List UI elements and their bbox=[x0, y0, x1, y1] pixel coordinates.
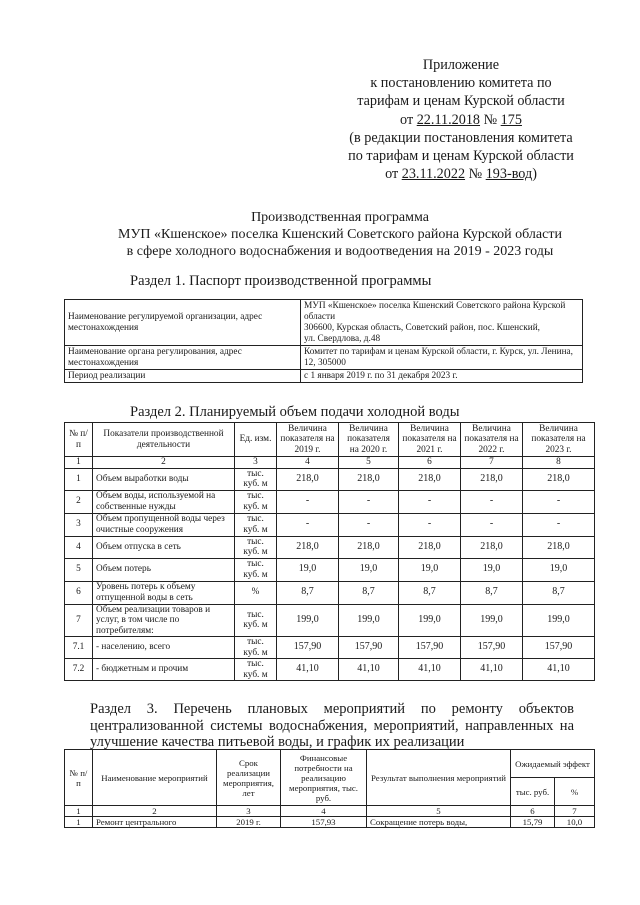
value-cell: 199,0 bbox=[277, 604, 339, 637]
table-header-row bbox=[65, 750, 595, 778]
row-number: 7 bbox=[65, 604, 93, 637]
passport-label: Период реализации bbox=[65, 370, 301, 383]
table-header-row bbox=[65, 423, 595, 457]
value-cell: 19,0 bbox=[523, 558, 595, 581]
title-line: в сфере холодного водоснабжения и водоотведения на 2019 - 2023 годы bbox=[126, 244, 554, 259]
column-number-row: 1 2 3 4 5 6 7 bbox=[65, 806, 595, 817]
appendix-line: тарифам и ценам Курской области bbox=[357, 93, 565, 110]
value-cell: 157,90 bbox=[461, 637, 523, 659]
indicator-name: Объем отпуска в сеть bbox=[93, 536, 235, 558]
resolution-number: 175 bbox=[500, 111, 522, 128]
row-number: 7.2 bbox=[65, 659, 93, 681]
value-cell: - bbox=[461, 513, 523, 536]
value-cell: 19,0 bbox=[339, 558, 399, 581]
indicator-name: Объем воды, используемой на собственные нужды bbox=[93, 490, 235, 513]
header-cell: Финансовые потребности на реализацию мероприятия, тыс. руб. bbox=[281, 750, 367, 806]
unit-cell: тыс. куб. м bbox=[235, 468, 277, 490]
unit-cell: тыс. куб. м bbox=[235, 604, 277, 637]
table-row bbox=[65, 300, 583, 346]
value-cell: 218,0 bbox=[339, 536, 399, 558]
value-cell: 41,10 bbox=[277, 659, 339, 681]
passport-label: Наименование органа регулирования, адрес местонахождения bbox=[65, 346, 301, 370]
row-number: 4 bbox=[65, 536, 93, 558]
passport-value: МУП «Кшенское» поселка Кшенский Советского района Курской области 306600, Курская область, Советский район, пос. Кшенский, ул. Свердлова, д.48 bbox=[301, 300, 583, 346]
header-cell: Результат выполнения мероприятий bbox=[367, 750, 511, 806]
title-line: МУП «Кшенское» поселка Кшенский Советского района Курской области bbox=[118, 227, 562, 242]
value-cell: 218,0 bbox=[399, 468, 461, 490]
appendix-line: Приложение bbox=[422, 57, 500, 73]
water-volume-table bbox=[64, 422, 595, 681]
value-cell: 41,10 bbox=[339, 659, 399, 681]
header-cell: Величина показателя на 2022 г. bbox=[461, 423, 523, 457]
value-cell: 19,0 bbox=[399, 558, 461, 581]
value-cell: 218,0 bbox=[339, 468, 399, 490]
appendix-line: к постановлению комитета по bbox=[370, 75, 552, 92]
indicator-name: Объем выработки воды bbox=[93, 468, 235, 490]
section2-heading: Раздел 2. Планируемый объем подачи холодной воды bbox=[130, 404, 460, 420]
table-row bbox=[65, 468, 595, 490]
appendix-line: от 22.11.2018 № 175 bbox=[400, 111, 522, 128]
indicator-name: - бюджетным и прочим bbox=[93, 659, 235, 681]
amendment-number: 193-вод bbox=[485, 166, 533, 183]
value-cell: 41,10 bbox=[461, 659, 523, 681]
passport-label: Наименование регулируемой организации, адрес местонахождения bbox=[65, 300, 301, 346]
unit-cell: тыс. куб. м bbox=[235, 659, 277, 681]
header-cell: % bbox=[555, 778, 595, 806]
header-cell: Ожидаемый эффект bbox=[511, 750, 595, 778]
indicator-name: Объем пропущенной воды через очистные сооружения bbox=[93, 513, 235, 536]
table-row bbox=[65, 346, 583, 370]
header-cell: Величина показателя на 2023 г. bbox=[523, 423, 595, 457]
value-cell: 199,0 bbox=[399, 604, 461, 637]
indicator-name: Объем реализации товаров и услуг, в том числе по потребителям: bbox=[93, 604, 235, 637]
header-cell: Величина показателя на 2021 г. bbox=[399, 423, 461, 457]
value-cell: 218,0 bbox=[461, 468, 523, 490]
title-line: Производственная программа bbox=[251, 210, 429, 225]
unit-cell: тыс. куб. м bbox=[235, 637, 277, 659]
row-number: 3 bbox=[65, 513, 93, 536]
column-number-row: 1 2 3 4 5 6 7 8 bbox=[65, 457, 595, 469]
resolution-date: 22.11.2018 bbox=[416, 111, 481, 128]
unit-cell: % bbox=[235, 581, 277, 604]
appendix-line: по тарифам и ценам Курской области bbox=[348, 148, 574, 165]
document-title bbox=[60, 209, 620, 260]
table-row bbox=[65, 659, 595, 681]
indicator-name: - населению, всего bbox=[93, 637, 235, 659]
appendix-line: (в редакции постановления комитета bbox=[349, 129, 573, 146]
indicator-name: Уровень потерь к объему отпущенной воды в сеть bbox=[93, 581, 235, 604]
row-number: 2 bbox=[65, 490, 93, 513]
row-number: 1 bbox=[65, 468, 93, 490]
appendix-header bbox=[320, 56, 602, 183]
value-cell: - bbox=[523, 490, 595, 513]
unit-cell: тыс. куб. м bbox=[235, 536, 277, 558]
value-cell: 8,7 bbox=[523, 581, 595, 604]
table-row bbox=[65, 536, 595, 558]
value-cell: 157,90 bbox=[523, 637, 595, 659]
value-cell: 199,0 bbox=[523, 604, 595, 637]
passport-value: Комитет по тарифам и ценам Курской области, г. Курск, ул. Ленина, 12, 305000 bbox=[301, 346, 583, 370]
header-cell: Показатели производственной деятельности bbox=[93, 423, 235, 457]
value-cell: - bbox=[277, 513, 339, 536]
value-cell: 157,90 bbox=[277, 637, 339, 659]
value-cell: 199,0 bbox=[339, 604, 399, 637]
header-cell: Величина показателя на 2019 г. bbox=[277, 423, 339, 457]
value-cell: 8,7 bbox=[399, 581, 461, 604]
section3-heading: Раздел 3. Перечень плановых мероприятий по ремонту объектов централизованной системы водоснабжения, мероприятий, направленных на улучшение качества питьевой воды, и график их реализации bbox=[90, 701, 574, 750]
value-cell: 8,7 bbox=[461, 581, 523, 604]
value-cell: - bbox=[339, 513, 399, 536]
table-row bbox=[65, 513, 595, 536]
value-cell: 41,10 bbox=[523, 659, 595, 681]
table-row: 1 Ремонт центрального 2019 г. 157,93 Сокращение потерь воды, 15,79 10,0 bbox=[65, 817, 595, 828]
value-cell: 218,0 bbox=[523, 468, 595, 490]
value-cell: - bbox=[277, 490, 339, 513]
header-cell: Срок реализации мероприятия, лет bbox=[217, 750, 281, 806]
section1-heading: Раздел 1. Паспорт производственной программы bbox=[130, 273, 432, 289]
value-cell: 199,0 bbox=[461, 604, 523, 637]
header-cell: № п/п bbox=[65, 423, 93, 457]
header-cell: № п/п bbox=[65, 750, 93, 806]
value-cell: 218,0 bbox=[523, 536, 595, 558]
value-cell: 8,7 bbox=[339, 581, 399, 604]
value-cell: 218,0 bbox=[461, 536, 523, 558]
value-cell: - bbox=[399, 513, 461, 536]
passport-value: с 1 января 2019 г. по 31 декабря 2023 г. bbox=[301, 370, 583, 383]
passport-table bbox=[64, 299, 583, 383]
value-cell: 19,0 bbox=[277, 558, 339, 581]
amendment-date: 23.11.2022 bbox=[401, 166, 466, 183]
header-cell: Величина показателя на 2020 г. bbox=[339, 423, 399, 457]
value-cell: 218,0 bbox=[399, 536, 461, 558]
table-row bbox=[65, 581, 595, 604]
unit-cell: тыс. куб. м bbox=[235, 558, 277, 581]
value-cell: 157,90 bbox=[339, 637, 399, 659]
header-cell: Наименование мероприятий bbox=[93, 750, 217, 806]
value-cell: 218,0 bbox=[277, 536, 339, 558]
row-number: 7.1 bbox=[65, 637, 93, 659]
value-cell: 218,0 bbox=[277, 468, 339, 490]
measures-table bbox=[64, 749, 595, 828]
unit-cell: тыс. куб. м bbox=[235, 513, 277, 536]
table-row bbox=[65, 558, 595, 581]
appendix-line: от 23.11.2022 № 193-вод) bbox=[385, 166, 537, 183]
table-row bbox=[65, 637, 595, 659]
row-number: 6 bbox=[65, 581, 93, 604]
value-cell: - bbox=[339, 490, 399, 513]
value-cell: 41,10 bbox=[399, 659, 461, 681]
row-number: 5 bbox=[65, 558, 93, 581]
value-cell: - bbox=[399, 490, 461, 513]
value-cell: - bbox=[523, 513, 595, 536]
value-cell: 8,7 bbox=[277, 581, 339, 604]
table-row bbox=[65, 490, 595, 513]
unit-cell: тыс. куб. м bbox=[235, 490, 277, 513]
value-cell: - bbox=[461, 490, 523, 513]
header-cell: тыс. руб. bbox=[511, 778, 555, 806]
header-cell: Ед. изм. bbox=[235, 423, 277, 457]
value-cell: 19,0 bbox=[461, 558, 523, 581]
value-cell: 157,90 bbox=[399, 637, 461, 659]
table-row bbox=[65, 370, 583, 383]
table-row bbox=[65, 604, 595, 637]
indicator-name: Объем потерь bbox=[93, 558, 235, 581]
